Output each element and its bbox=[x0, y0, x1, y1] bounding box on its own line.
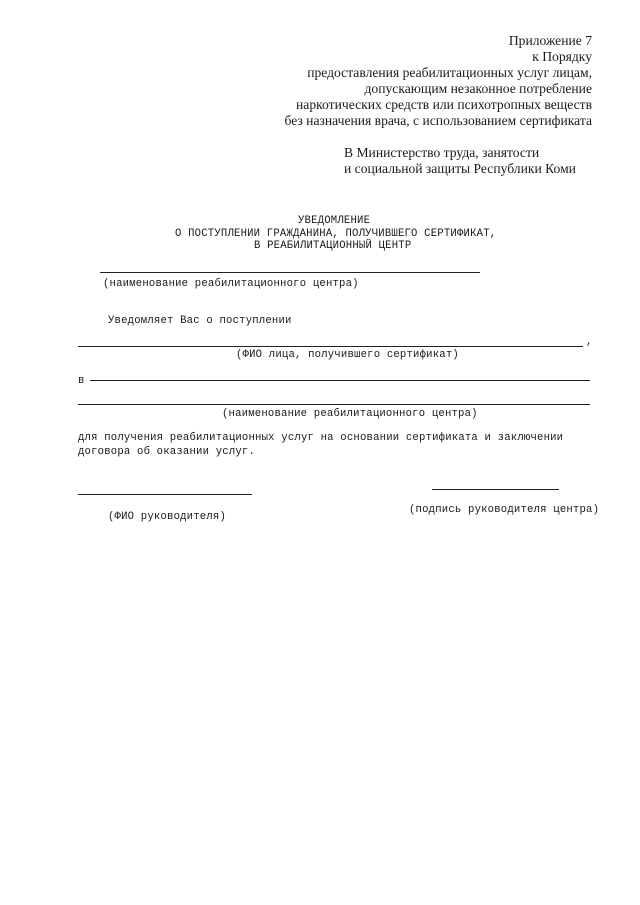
title-line-3: В РЕАБИЛИТАЦИОННЫЙ ЦЕНТР bbox=[254, 240, 412, 252]
body-text-line-2: договора об оказании услуг. bbox=[78, 446, 256, 458]
center-name-line bbox=[100, 272, 480, 273]
center-name-caption-2: (наименование реабилитационного центра) bbox=[222, 408, 478, 420]
notifies-text: Уведомляет Вас о поступлении bbox=[108, 315, 292, 327]
person-name-caption: (ФИО лица, получившего сертификат) bbox=[236, 349, 459, 361]
body-text-line-1: для получения реабилитационных услуг на основании сертификата и заключении bbox=[78, 432, 564, 444]
in-prefix: в bbox=[78, 375, 85, 387]
appendix-line-2: к Порядку bbox=[532, 49, 592, 64]
title-line-2: О ПОСТУПЛЕНИИ ГРАЖДАНИНА, ПОЛУЧИВШЕГО СЕРТИФИКАТ, bbox=[175, 228, 497, 240]
head-name-caption: (ФИО руководителя) bbox=[108, 511, 227, 523]
center-name-caption: (наименование реабилитационного центра) bbox=[103, 278, 359, 290]
person-line-comma: , bbox=[586, 336, 593, 348]
title-line-1: УВЕДОМЛЕНИЕ bbox=[298, 215, 371, 227]
head-name-line bbox=[78, 494, 252, 495]
addressee-line-1: В Министерство труда, занятости bbox=[344, 145, 540, 160]
appendix-line-6: без назначения врача, с использованием сертификата bbox=[284, 113, 592, 128]
center-line-2a bbox=[90, 380, 590, 381]
person-name-line bbox=[78, 346, 583, 347]
appendix-line-1: Приложение 7 bbox=[508, 33, 592, 48]
addressee-line-2: и социальной защиты Республики Коми bbox=[344, 161, 576, 176]
head-signature-caption: (подпись руководителя центра) bbox=[409, 504, 600, 516]
appendix-line-4: допускающим незаконное потребление bbox=[364, 81, 592, 96]
head-signature-line bbox=[432, 489, 559, 490]
appendix-line-3: предоставления реабилитационных услуг лицам, bbox=[307, 65, 592, 80]
center-line-2b bbox=[78, 404, 590, 405]
appendix-line-5: наркотических средств или психотропных веществ bbox=[296, 97, 592, 112]
